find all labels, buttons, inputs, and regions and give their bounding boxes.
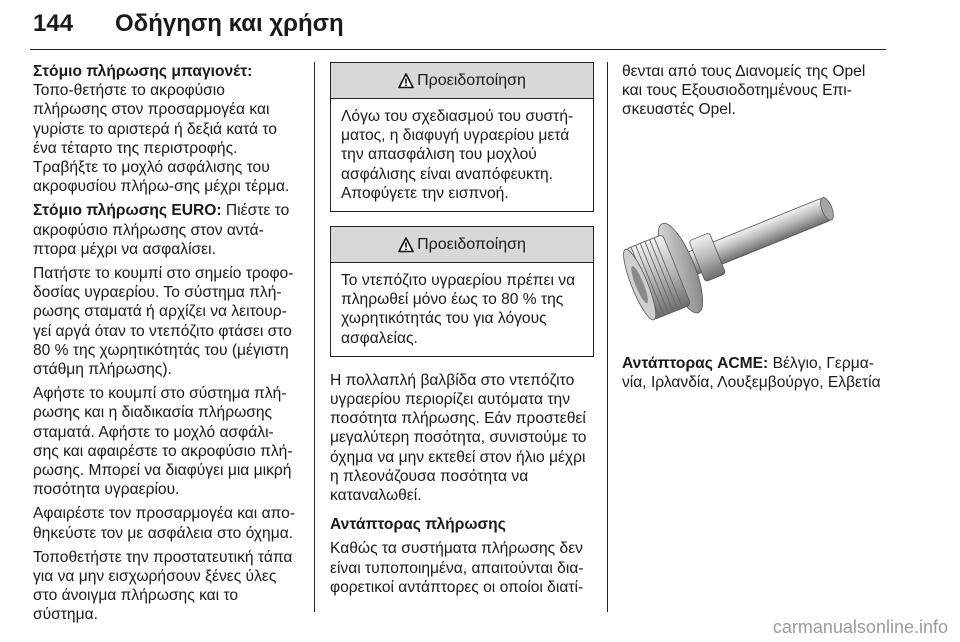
paragraph-bayonet-heading: Στόμιο πλήρωσης μπαγιονέτ: [33, 63, 253, 80]
page-header [33, 10, 933, 50]
warning-header-1 [331, 63, 593, 99]
paragraph-adapters: Καθώς τα συστήματα πλήρωσης δεν είναι τυποποιημένα, απαιτούνται δια-φορετικοί αντάπτορες οι οποίοι διατί- [330, 540, 584, 596]
paragraph-press-button: Πατήστε το κουμπί στο σημείο τροφο-δοσίας υγραερίου. Το σύστημα πλή-ρωσης σταματά ή αρχίζει να λειτουρ-γεί αργά όταν το ντεπόζιτο φτάσει στο 80 % της χωρητικότητάς του (μέγιστη στάθμη πλήρωσης). [33, 265, 294, 379]
acme-adapter-illustration [622, 137, 886, 337]
column-2 [330, 62, 594, 602]
warning-title-1: Προειδοποίηση [417, 71, 526, 89]
column-divider-1 [314, 62, 315, 612]
subheading-filling-adapter: Αντάπτορας πλήρωσης [330, 516, 506, 534]
warning-title-2: Προειδοποίηση [417, 235, 526, 253]
warning-body-1: Λόγω του σχεδιασμού του συστή-ματος, η διαφυγή υγραερίου μετά την απασφάλιση του μοχλού ασφάλισης είναι αναπόφευκτη. Αποφύγετε την εισπνοή. [341, 108, 574, 202]
page-number: 144 [33, 10, 74, 37]
warning-triangle-icon [398, 73, 414, 89]
paragraph-euro-heading: Στόμιο πλήρωσης EURO: [33, 202, 222, 220]
figure-caption-heading: Αντάπτορας ACME: [622, 354, 769, 372]
watermark: carmanualsonline.info [772, 617, 948, 637]
column-divider-2 [607, 62, 608, 612]
warning-box-2 [330, 226, 594, 357]
paragraph-remove-adapter: Αφαιρέστε τον προσαρμογέα και απο-θηκεύστε τον με ασφάλεια στο όχημα. [33, 505, 296, 542]
paragraph-euro [33, 201, 297, 259]
warning-body-2: Το ντεπόζιτο υγραερίου πρέπει να πληρωθεί μόνο έως το 80 % της χωρητικότητάς του για λόγους ασφαλείας. [341, 272, 576, 347]
header-rule [30, 49, 886, 50]
paragraph-multivalve: Η πολλαπλή βαλβίδα στο ντεπόζιτο υγραερίου περιορίζει αυτόματα την ποσότητα πλήρωσης. Εάν προστεθεί μεγαλύτερη ποσότητα, συνιστούμε το όχημα να μην εκτεθεί στον ήλιο μέχρι η πλεονάζουσα ποσότητα να καταναλωθεί. [330, 371, 587, 505]
paragraph-euro-text: Πιέστε το ακροφύσιο πλήρωσης στον αντά-πτορα μέχρι να ασφαλίσει. [33, 202, 290, 258]
column-3 [622, 62, 886, 397]
paragraph-release-button: Αφήστε το κουμπί στο σύστημα πλή-ρωσης και η διαδικασία πλήρωσης σταματά. Αφήστε το μοχλό ασφάλι-σης και αφαιρέστε το ακροφύσιο πλή-ρωσης. Μπορεί να διαφύγει μια μικρή ποσότητα υγραερίου. [33, 385, 293, 499]
figure-caption [622, 354, 886, 392]
page-title: Οδήγηση και χρήση [115, 10, 344, 37]
warning-box-1 [330, 62, 594, 212]
paragraph-bayonet [33, 62, 297, 196]
paragraph-dealers: θενται από τους Διανομείς της Opel και τους Εξουσιοδοτημένους Επι-σκευαστές Opel. [622, 63, 866, 119]
paragraph-protective-cap: Τοποθετήστε την προστατευτική τάπα για να μην εισχωρήσουν ξένες ύλες στο άνοιγμα πλήρωσης και το σύστημα. [33, 548, 293, 624]
column-1 [33, 62, 297, 630]
figure-caption-text: Βέλγιο, Γερμα-νία, Ιρλανδία, Λουξεμβούργο, Ελβετία [622, 354, 881, 392]
warning-triangle-icon [398, 237, 414, 253]
paragraph-bayonet-text: Τοπο-θετήστε το ακροφύσιο πλήρωσης στον προσαρμογέα και γυρίστε το αριστερά ή δεξιά κατά το ένα τέταρτο της περιστροφής. Τραβήξτε το μοχλό ασφάλισης του ακροφυσίου πλήρω-σης μέχρι τέρμα. [33, 82, 290, 196]
warning-header-2 [331, 227, 593, 263]
